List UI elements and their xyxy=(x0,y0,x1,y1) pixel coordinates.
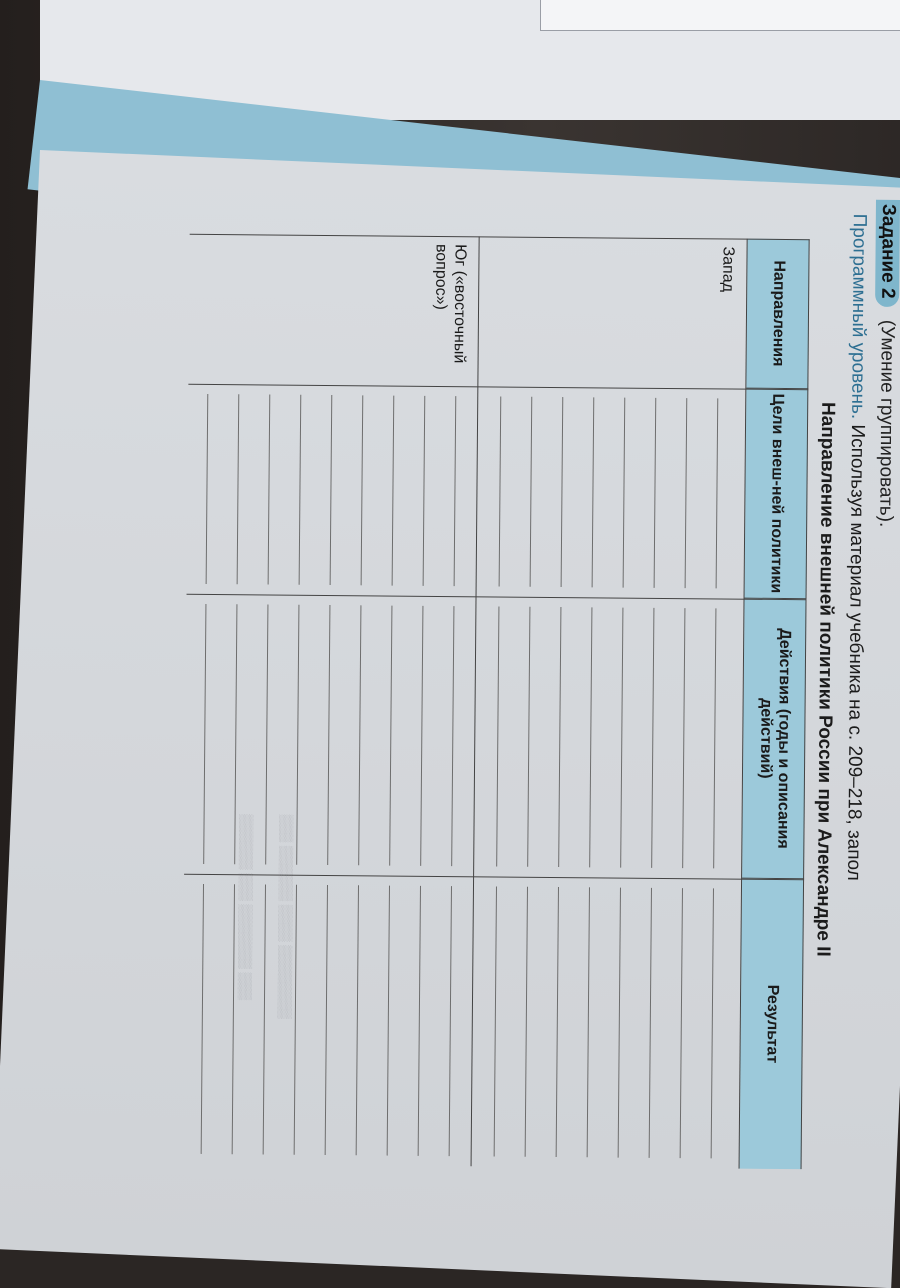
writing-line xyxy=(620,608,623,868)
previous-page-box xyxy=(540,0,900,31)
writing-line xyxy=(499,397,502,587)
writing-line xyxy=(299,395,302,585)
writing-line xyxy=(449,886,452,1156)
writing-line xyxy=(418,886,421,1156)
column-divider xyxy=(187,594,807,600)
writing-line xyxy=(232,884,235,1154)
writing-line xyxy=(392,396,395,586)
writing-line xyxy=(494,887,497,1157)
writing-line xyxy=(651,608,654,868)
bleed-through-text: ▒▒▒▒▒▒ ▒▒▒ ▒▒▒▒▒▒▒ ▒▒▒ xyxy=(237,814,255,1001)
writing-line xyxy=(556,887,559,1157)
writing-line xyxy=(325,885,328,1155)
writing-line xyxy=(680,888,683,1158)
writing-line xyxy=(592,397,595,587)
column-divider xyxy=(188,384,808,390)
writing-line xyxy=(496,607,499,867)
instruction-text: Используя материал учебника на с. 209–218, запол xyxy=(843,424,869,881)
writing-line xyxy=(423,396,426,586)
task-instruction xyxy=(842,214,870,881)
writing-line xyxy=(558,607,561,867)
program-level: Программный уровень. xyxy=(847,213,870,420)
row-label-south: Юг («восточный вопрос») xyxy=(432,243,469,364)
writing-line xyxy=(387,886,390,1156)
header-result: Результат xyxy=(740,879,805,1170)
writing-line xyxy=(527,607,530,867)
writing-line xyxy=(201,884,204,1154)
writing-line xyxy=(654,398,657,588)
writing-line xyxy=(356,885,359,1155)
writing-line xyxy=(389,606,392,866)
header-directions: Направления xyxy=(746,239,809,390)
writing-line xyxy=(237,394,240,584)
bleed-through-text: ▒▒▒ ▒▒▒▒▒▒ ▒▒▒▒ ▒▒▒▒▒▒▒▒ xyxy=(277,814,295,1019)
writing-line xyxy=(268,395,271,585)
writing-line xyxy=(649,888,652,1158)
header-actions: Действия (годы и описания действий) xyxy=(742,599,806,880)
writing-line xyxy=(420,606,423,866)
worksheet-table xyxy=(182,234,810,1169)
writing-line xyxy=(327,605,330,865)
writing-line xyxy=(451,606,454,866)
task-badge: Задание 2 xyxy=(875,200,900,307)
writing-line xyxy=(711,888,714,1158)
writing-line xyxy=(561,397,564,587)
writing-line xyxy=(330,395,333,585)
writing-line xyxy=(713,608,716,868)
writing-line xyxy=(623,398,626,588)
writing-line xyxy=(618,888,621,1158)
writing-line xyxy=(296,605,299,865)
writing-line xyxy=(206,394,209,584)
writing-line xyxy=(265,604,268,864)
writing-line xyxy=(716,398,719,588)
writing-line xyxy=(682,608,685,868)
writing-line xyxy=(263,884,266,1154)
writing-line xyxy=(530,397,533,587)
writing-line xyxy=(234,604,237,864)
writing-line xyxy=(589,607,592,867)
row-label-west: Запад xyxy=(719,246,737,293)
column-divider xyxy=(184,874,804,880)
table-border-left xyxy=(190,234,810,240)
task-skill: (Умение группировать). xyxy=(875,319,898,528)
row-divider xyxy=(471,236,480,1166)
writing-line xyxy=(685,398,688,588)
table-title: Направление внешней политики России при Александре II xyxy=(812,401,839,957)
writing-line xyxy=(454,396,457,586)
writing-line xyxy=(358,605,361,865)
page-content xyxy=(131,193,900,1200)
writing-line xyxy=(361,395,364,585)
writing-line xyxy=(203,604,206,864)
writing-line xyxy=(587,887,590,1157)
writing-line xyxy=(294,885,297,1155)
header-goals: Цели внеш-ней политики xyxy=(745,389,809,600)
writing-line xyxy=(525,887,528,1157)
task-heading xyxy=(873,200,900,528)
